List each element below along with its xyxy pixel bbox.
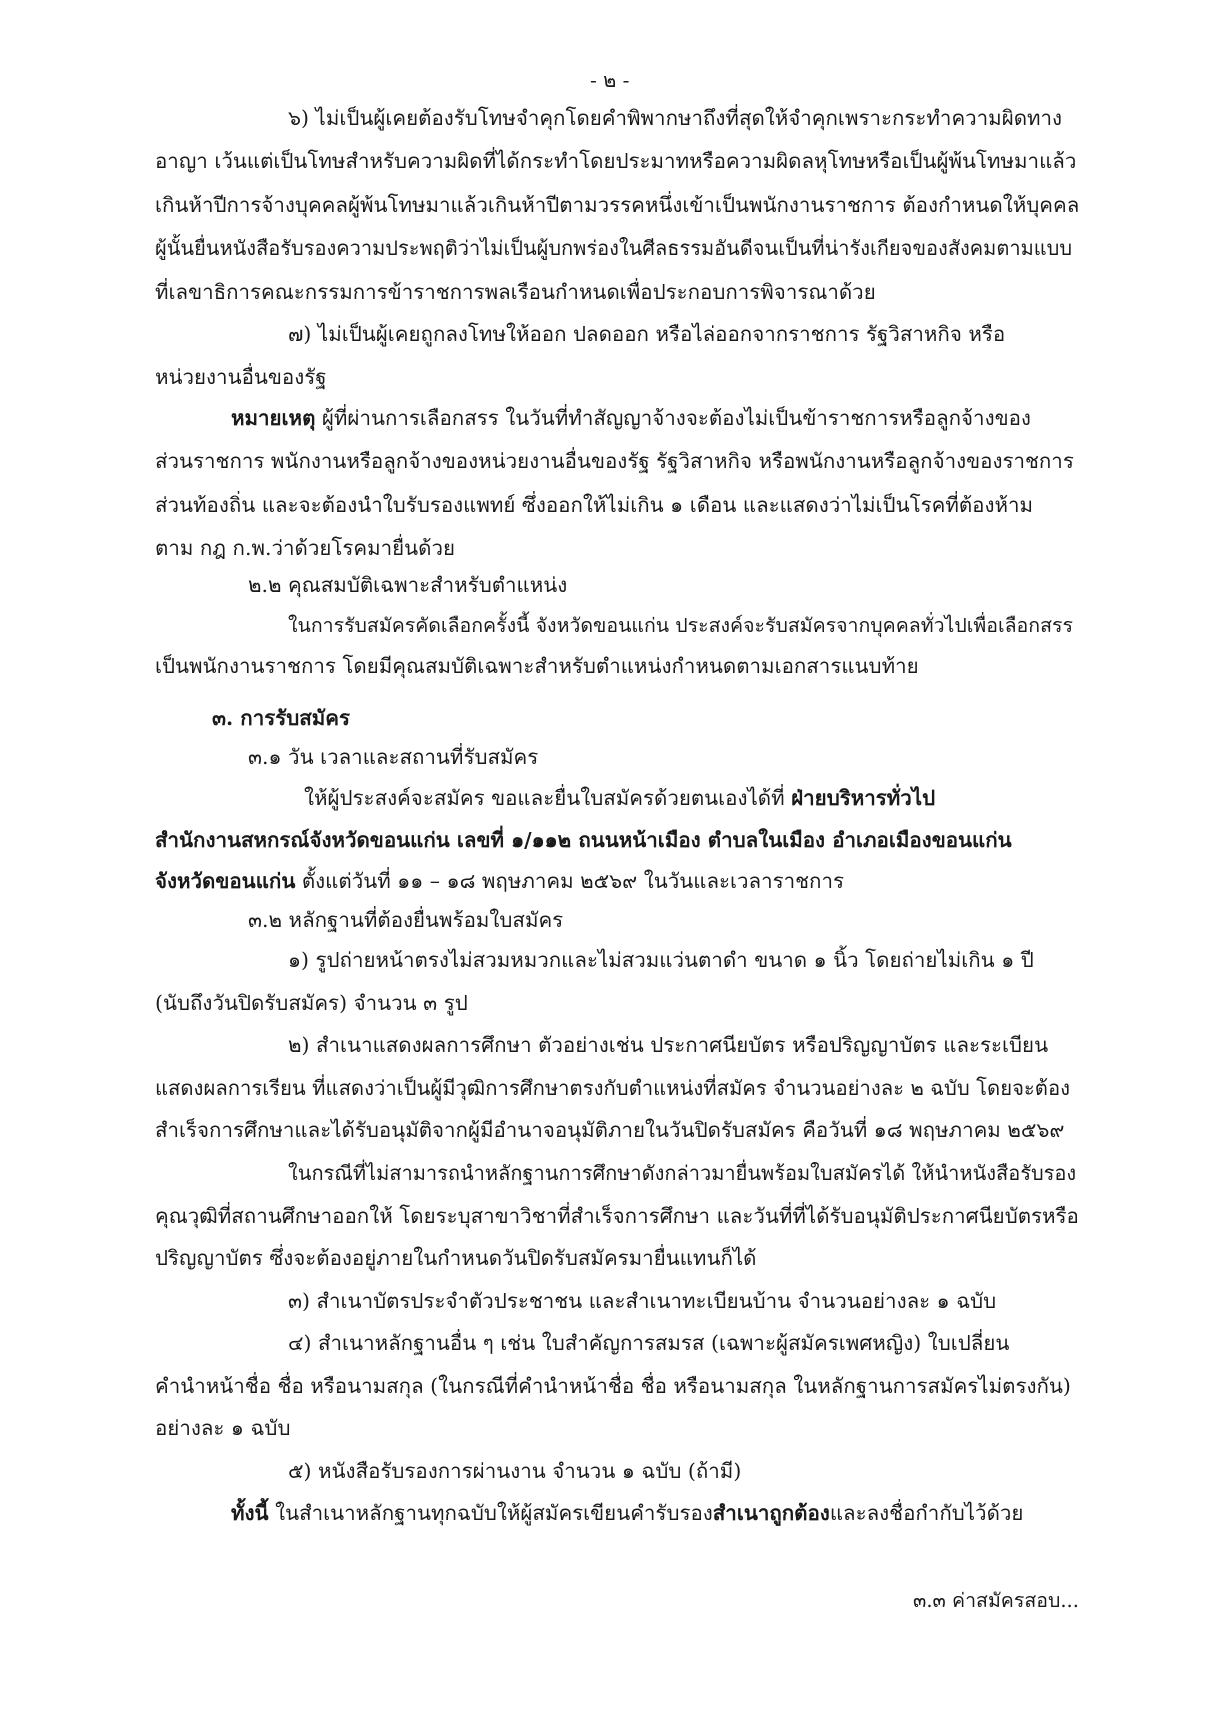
doc-item-1-line-2: (นับถึงวันปิดรับสมัคร) จำนวน ๓ รูป (155, 991, 468, 1015)
section-3-1-line-1-text: ให้ผู้ประสงค์จะสมัคร ขอและยื่นใบสมัครด้วยตนเองได้ที่ (304, 786, 792, 810)
section-3-1-heading: ๓.๑ วัน เวลาและสถานที่รับสมัคร (248, 745, 539, 769)
section-3-1-line-1 (304, 786, 935, 811)
doc-item-2b-line-2: คุณวุฒิที่สถานศึกษาออกให้ โดยระบุสาขาวิชาที่สำเร็จการศึกษา และวันที่ที่ได้รับอนุมัติประกาศนียบัตรหรือ (155, 1204, 1079, 1228)
section-2-2-line-2: เป็นพนักงานราชการ โดยมีคุณสมบัติเฉพาะสำหรับตำแหน่งกำหนดตามเอกสารแนบท้าย (155, 654, 919, 678)
item-6-line-2: อาญา เว้นแต่เป็นโทษสำหรับความผิดที่ได้กระทำโดยประมาทหรือความผิดลหุโทษหรือเป็นผู้พ้นโทษมาแล้ว (155, 149, 1077, 173)
continuation-marker: ๓.๓ ค่าสมัครสอบ... (913, 1589, 1079, 1612)
doc-item-4-line-3: อย่างละ ๑ ฉบับ (155, 1416, 291, 1440)
doc-item-5: ๕) หนังสือรับรองการผ่านงาน จำนวน ๑ ฉบับ (ถ้ามี) (288, 1459, 742, 1483)
section-2-2-heading: ๒.๒ คุณสมบัติเฉพาะสำหรับตำแหน่ง (248, 573, 568, 597)
item-6-line-5: ที่เลขาธิการคณะกรรมการข้าราชการพลเรือนกำหนดเพื่อประกอบการพิจารณาด้วย (155, 280, 876, 304)
note-label: หมายเหตุ (231, 406, 316, 430)
note-line-1 (231, 406, 1031, 431)
final-note-certified-copy: สำเนาถูกต้อง (712, 1501, 830, 1525)
item-7-line-2: หน่วยงานอื่นของรัฐ (155, 365, 327, 389)
item-6-line-1: ๖) ไม่เป็นผู้เคยต้องรับโทษจำคุกโดยคำพิพากษาถึงที่สุดให้จำคุกเพราะกระทำความผิดทาง (288, 106, 1063, 130)
final-note-text-2: และลงชื่อกำกับไว้ด้วย (829, 1501, 1024, 1525)
doc-item-4-line-2: คำนำหน้าชื่อ ชื่อ หรือนามสกุล (ในกรณีที่คำนำหน้าชื่อ ชื่อ หรือนามสกุล ในหลักฐานการสมัครไม่ตรงกัน) (155, 1374, 1071, 1398)
page-number: - ๒ - (590, 68, 630, 92)
doc-item-2b-line-1: ในกรณีที่ไม่สามารถนำหลักฐานการศึกษาดังกล่าวมายื่นพร้อมใบสมัครได้ ให้นำหนังสือรับรอง (288, 1161, 1077, 1185)
section-3-1-line-3 (155, 869, 844, 894)
item-6-line-3: เกินห้าปีการจ้างบุคคลผู้พ้นโทษมาแล้วเกินห้าปีตามวรรคหนึ่งเข้าเป็นพนักงานราชการ ต้องกำหนดให้บุคคล (155, 193, 1080, 217)
final-note-label: ทั้งนี้ (231, 1501, 269, 1525)
note-line-4: ตาม กฎ ก.พ.ว่าด้วยโรคมายื่นด้วย (155, 536, 455, 560)
doc-item-1-line-1: ๑) รูปถ่ายหน้าตรงไม่สวมหมวกและไม่สวมแว่นตาดำ ขนาด ๑ นิ้ว โดยถ่ายไม่เกิน ๑ ปี (288, 948, 1034, 972)
section-3-heading: ๓. การรับสมัคร (212, 706, 350, 730)
doc-item-3: ๓) สำเนาบัตรประจำตัวประชาชน และสำเนาทะเบียนบ้าน จำนวนอย่างละ ๑ ฉบับ (288, 1289, 997, 1313)
final-note-text-1: ในสำเนาหลักฐานทุกฉบับให้ผู้สมัครเขียนคำรับรอง (268, 1501, 713, 1525)
note-text: ผู้ที่ผ่านการเลือกสรร ในวันที่ทำสัญญาจ้างจะต้องไม่เป็นข้าราชการหรือลูกจ้างของ (315, 406, 1031, 430)
section-3-1-address: สำนักงานสหกรณ์จังหวัดขอนแก่น เลขที่ ๑/๑๑๒ ถนนหน้าเมือง ตำบลในเมือง อำเภอเมืองขอนแก่น (155, 828, 1012, 852)
item-6-line-4: ผู้นั้นยื่นหนังสือรับรองความประพฤติว่าไม่เป็นผู้บกพร่องในศีลธรรมอันดีจนเป็นที่น่ารังเกียจของสังคมตามแบบ (155, 236, 1073, 260)
doc-item-2-line-1: ๒) สำเนาแสดงผลการศึกษา ตัวอย่างเช่น ประกาศนียบัตร หรือปริญญาบัตร และระเบียน (288, 1033, 1049, 1057)
final-note (231, 1501, 1023, 1526)
section-3-1-province: จังหวัดขอนแก่น (155, 869, 296, 893)
doc-item-4-line-1: ๔) สำเนาหลักฐานอื่น ๆ เช่น ใบสำคัญการสมรส (เฉพาะผู้สมัครเพศหญิง) ใบเปลี่ยน (288, 1331, 1010, 1355)
section-3-2-heading: ๓.๒ หลักฐานที่ต้องยื่นพร้อมใบสมัคร (248, 908, 564, 932)
doc-item-2-line-2: แสดงผลการเรียน ที่แสดงว่าเป็นผู้มีวุฒิการศึกษาตรงกับตำแหน่งที่สมัคร จำนวนอย่างละ ๒ ฉบับ โดยจะต้อง (155, 1076, 1071, 1100)
note-line-3: ส่วนท้องถิ่น และจะต้องนำใบรับรองแพทย์ ซึ่งออกให้ไม่เกิน ๑ เดือน และแสดงว่าไม่เป็นโรคที่ต้องห้าม (155, 493, 1034, 517)
section-3-1-office-name: ฝ่ายบริหารทั่วไป (791, 786, 936, 810)
doc-item-2-line-3: สำเร็จการศึกษาและได้รับอนุมัติจากผู้มีอำนาจอนุมัติภายในวันปิดรับสมัคร คือวันที่ ๑๘ พฤษภาคม ๒๕๖๙ (155, 1118, 1065, 1142)
section-3-1-dates: ตั้งแต่วันที่ ๑๑ – ๑๘ พฤษภาคม ๒๕๖๙ ในวันและเวลาราชการ (295, 869, 844, 893)
section-2-2-line-1: ในการรับสมัครคัดเลือกครั้งนี้ จังหวัดขอนแก่น ประสงค์จะรับสมัครจากบุคคลทั่วไปเพื่อเลือกสรร (288, 614, 1073, 637)
doc-item-2b-line-3: ปริญญาบัตร ซึ่งจะต้องอยู่ภายในกำหนดวันปิดรับสมัครมายื่นแทนก็ได้ (155, 1246, 757, 1270)
note-line-2: ส่วนราชการ พนักงานหรือลูกจ้างของหน่วยงานอื่นของรัฐ รัฐวิสาหกิจ หรือพนักงานหรือลูกจ้างของราชการ (155, 449, 1074, 473)
item-7-line-1: ๗) ไม่เป็นผู้เคยถูกลงโทษให้ออก ปลดออก หรือไล่ออกจากราชการ รัฐวิสาหกิจ หรือ (288, 322, 1006, 346)
